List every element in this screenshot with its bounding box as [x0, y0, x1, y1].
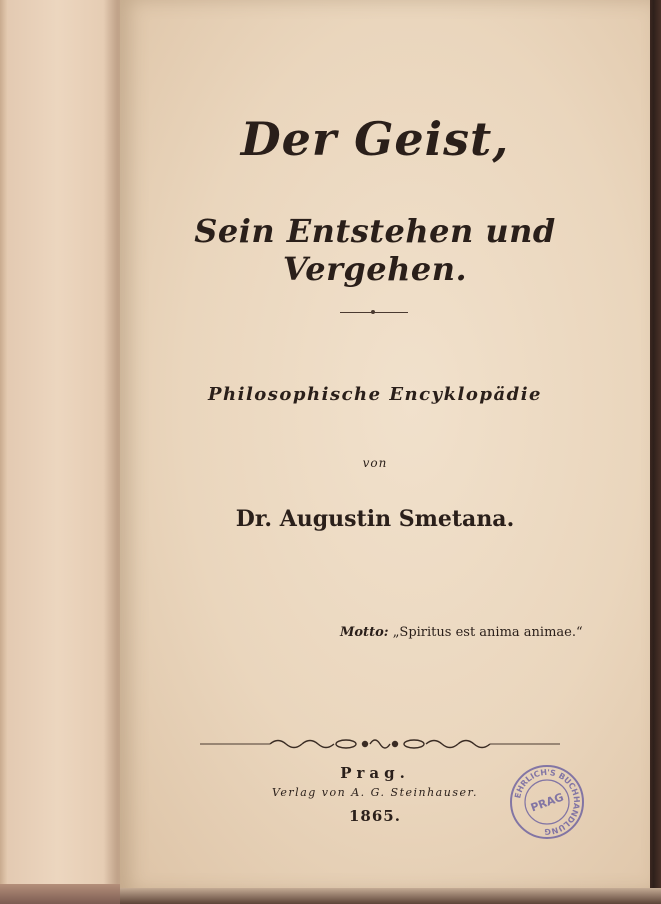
- svg-text:EHRLICH'S BUCHHANDLUNG: EHRLICH'S BUCHHANDLUNG: [513, 767, 582, 837]
- book-subtitle: Sein Entstehen und Vergehen.: [194, 212, 556, 288]
- publication-place: Prag.: [340, 764, 410, 782]
- page-bottom-edge: [120, 888, 661, 904]
- ornamental-rule: [200, 733, 560, 755]
- spine-edge: [0, 0, 8, 904]
- svg-text:PRAG: PRAG: [528, 790, 566, 815]
- by-word: von: [362, 456, 388, 470]
- author-name: Dr. Augustin Smetana.: [235, 506, 515, 532]
- publication-year: 1865.: [349, 807, 401, 825]
- motto: [340, 625, 610, 640]
- library-stamp: [508, 763, 586, 841]
- motto-text: „Spiritus est anima animae.“: [392, 625, 583, 640]
- publisher: Verlag von A. G. Steinhauser.: [271, 786, 479, 799]
- motto-label: Motto:: [340, 625, 389, 640]
- divider-dot: [371, 310, 375, 314]
- spine-foot: [0, 884, 128, 904]
- book-genre: Philosophische Encyklopädie: [207, 384, 543, 405]
- book-title: Der Geist,: [240, 112, 510, 166]
